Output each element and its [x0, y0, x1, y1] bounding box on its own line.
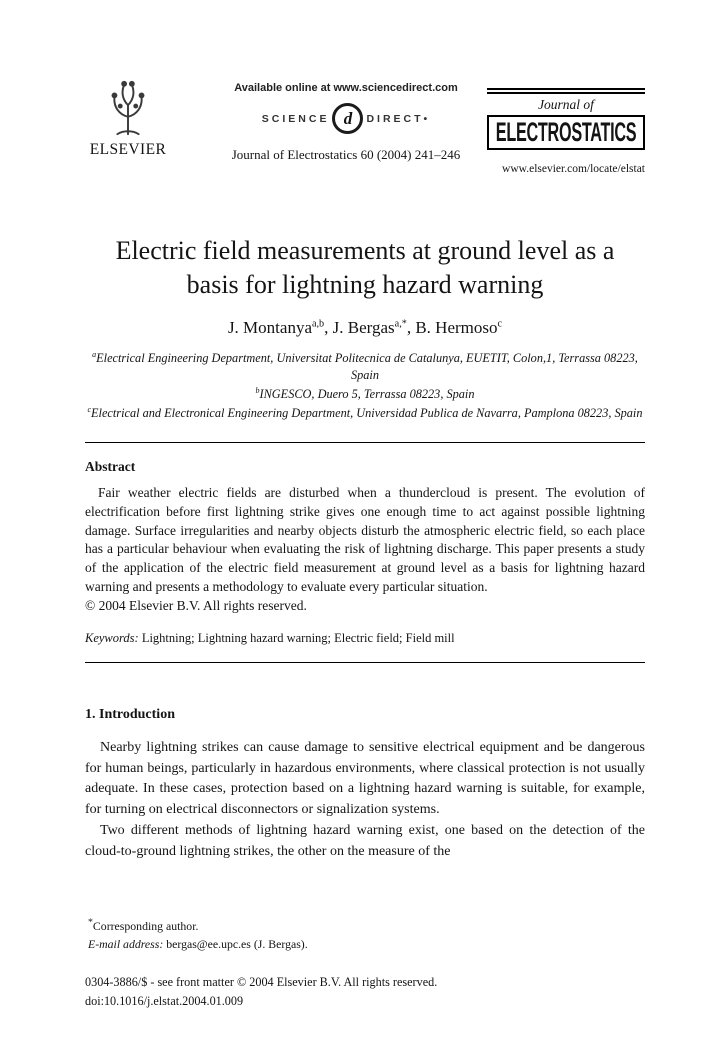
author-2-affil-sup: a,*	[394, 317, 407, 329]
double-rule	[487, 88, 645, 94]
journal-citation: Journal of Electrostatics 60 (2004) 241–246	[231, 147, 461, 162]
abstract-text: Fair weather electric fields are disturbed when a thundercloud is present. The evolution of electrification before first lightning strike gives one enough time to act against possible lightning damage. Surface irregularities and nearby objects disturb the atmospheric electric field, so each place has a particular behaviour when evaluating the risk of lightning discharge. This paper presents a study of the application of the electric field measurement at ground level as a basis for lightning hazard warning and presents a methodology to evaluate every particular situation.	[85, 484, 645, 595]
email-address-link[interactable]: bergas@ee.upc.es (J. Bergas).	[166, 936, 308, 951]
affiliations	[85, 349, 645, 423]
title-line-2: basis for lightning hazard warning	[186, 270, 544, 300]
author-1: J. Montanya$^{a,b}$,	[227, 317, 333, 337]
copyright-line: © 2004 Elsevier B.V. All rights reserved.	[85, 598, 307, 614]
footnote-block	[88, 916, 308, 953]
journal-name-text: ELECTROSTATICS	[495, 116, 637, 147]
title-line-1: Electric field measurements at ground level as a	[115, 236, 615, 265]
journal-homepage-link[interactable]: www.elsevier.com/locate/elstat	[502, 162, 645, 175]
sciencedirect-science-text: SCIENCE	[261, 112, 330, 125]
elsevier-wordmark: ELSEVIER	[89, 141, 167, 158]
author-3: B. Hermoso$^c$	[415, 317, 503, 337]
author-2: J. Bergas$^{a,*}$,	[332, 317, 416, 337]
corresponding-author-note: *Corresponding author.	[88, 917, 199, 933]
sciencedirect-d-icon	[332, 103, 363, 134]
page-footer	[85, 973, 437, 1011]
author-1-affil-sup: a,b	[311, 317, 325, 329]
section-heading-introduction: 1. Introduction	[85, 706, 175, 722]
available-online-link[interactable]: Available online at www.sciencedirect.com	[234, 82, 458, 94]
author-3-affil-sup: c	[497, 317, 503, 329]
masthead-center	[187, 82, 505, 163]
keywords-label: Keywords:	[85, 630, 139, 645]
keywords-line	[85, 631, 645, 646]
issn-copyright-line: 0304-3886/$ - see front matter © 2004 Elsevier B.V. All rights reserved.	[85, 975, 438, 989]
journal-masthead	[85, 78, 645, 196]
affiliation-a: $^a$Electrical Engineering Department, Universitat Politecnica de Catalunya, EUETIT, Colon,1, Terrassa 08223, Spain	[92, 349, 638, 383]
abstract-heading: Abstract	[85, 458, 136, 474]
abstract-bottom-rule	[85, 662, 645, 663]
keywords-list: Lightning; Lightning hazard warning; Electric field; Field mill	[141, 630, 455, 645]
abstract-top-rule	[85, 442, 645, 443]
intro-paragraph-2: Two different methods of lightning hazard warning exist, one based on the detection of the cloud-to-ground lightning strikes, the other on the measure of the	[85, 822, 645, 859]
introduction-section	[85, 707, 645, 862]
sciencedirect-logo	[187, 103, 505, 134]
elsevier-tree-icon	[95, 78, 161, 138]
article-title	[85, 234, 645, 303]
article-content	[85, 234, 645, 862]
journal-of-text: Journal of	[538, 96, 594, 112]
affiliation-b: $^b$INGESCO, Duero 5, Terrassa 08223, Spain	[255, 386, 475, 402]
journal-name-box	[487, 115, 645, 150]
doi-link[interactable]: doi:10.1016/j.elstat.2004.01.009	[85, 993, 244, 1008]
journal-brand	[487, 88, 645, 175]
sciencedirect-direct-text: DIRECT•	[366, 112, 431, 125]
abstract-section	[85, 459, 645, 646]
corresponding-author-marker: *	[88, 917, 93, 928]
elsevier-logo	[85, 78, 171, 159]
intro-paragraph-1: Nearby lightning strikes can cause damage to sensitive electrical equipment and be dangerous for human beings, particularly in hazardous environments, where classical protection is not usually adequate. In these cases, protection based on a lightning hazard warning is suitable, for example, for turning on electrical disconnectors or signalization systems.	[85, 739, 645, 818]
affiliation-c: $^c$Electrical and Electronical Engineering Department, Universidad Publica de Navarra, Pamplona 08223, Spain	[87, 404, 643, 421]
email-line	[88, 936, 308, 954]
sciencedirect-d-letter: d	[343, 108, 353, 128]
authors-line	[85, 318, 645, 338]
email-label: E-mail address:	[88, 936, 164, 951]
